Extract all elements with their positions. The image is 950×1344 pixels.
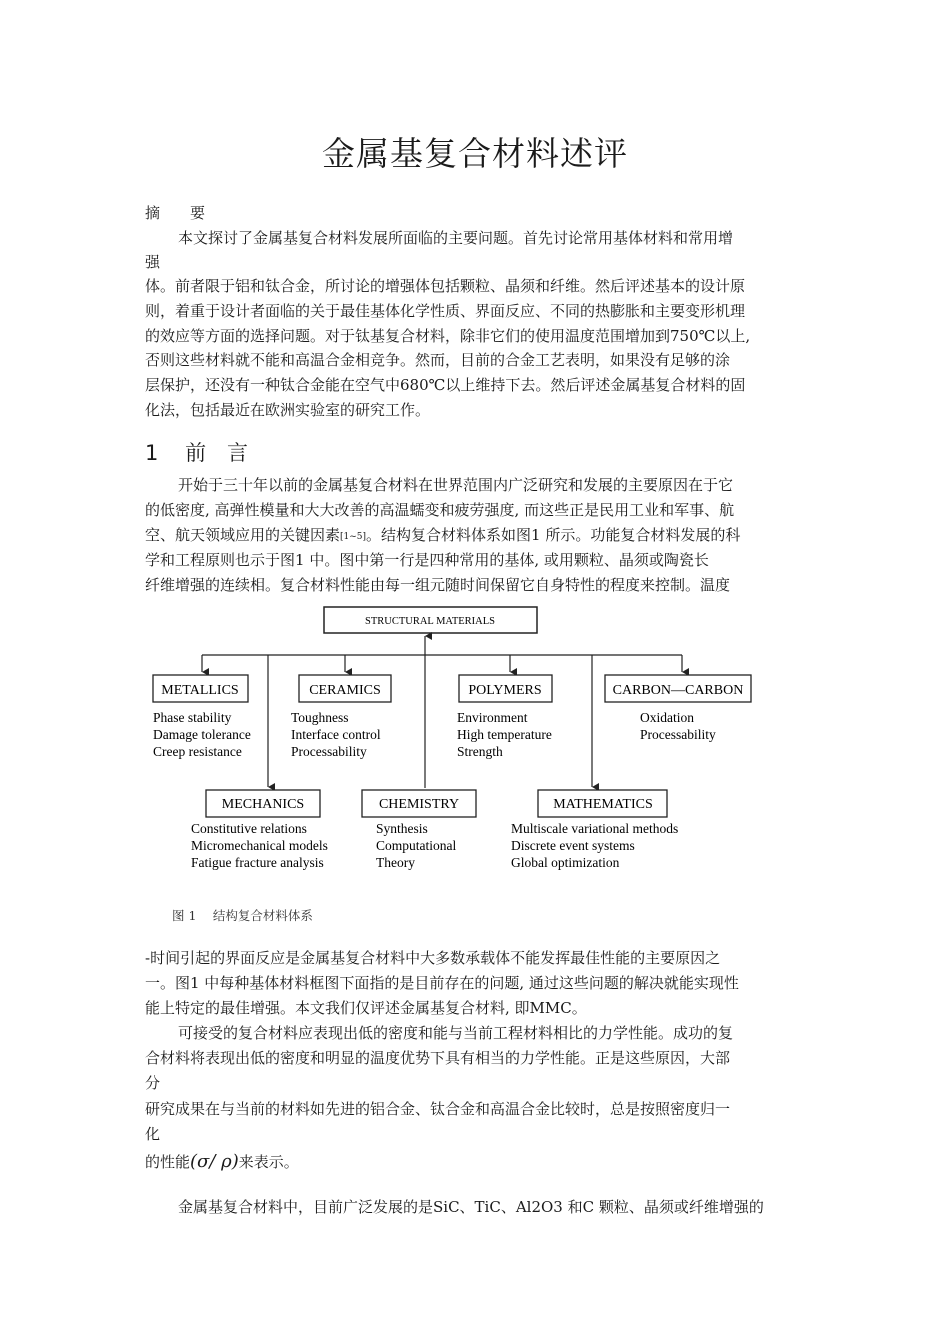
- abstract-label: 摘 要: [145, 204, 206, 222]
- figure-item: Theory: [376, 855, 415, 870]
- body-line: 研究成果在与当前的材料如先进的铝合金、钛合金和高温合金比较时，总是按照密度归一: [145, 1100, 731, 1118]
- abstract-line: 化法，包括最近在欧洲实验室的研究工作。: [145, 401, 431, 419]
- figure-item: High temperature: [457, 727, 552, 742]
- figure-caption: 图 1 结构复合材料体系: [172, 908, 313, 923]
- abstract-line: 的效应等方面的选择问题。对于钛基复合材料，除非它们的使用温度范围增加到750℃以上,: [145, 327, 751, 345]
- body-line: [145, 1152, 299, 1172]
- abstract-line: 否则这些材料就不能和高温合金相竞争。然而，目前的合金工艺表明，如果没有足够的涂: [145, 351, 731, 369]
- body-line: 化: [145, 1125, 161, 1143]
- section-heading: [145, 437, 248, 467]
- figure-item: Creep resistance: [153, 744, 242, 759]
- abstract-line: 强: [145, 253, 161, 271]
- intro-line: [145, 525, 740, 547]
- figure-item: Environment: [457, 710, 528, 725]
- body-line: 一。图1 中每种基体材料框图下面指的是目前存在的问题, 通过这些问题的解决就能实现性: [145, 974, 739, 992]
- figure-item: Micromechanical models: [191, 838, 328, 853]
- mathematics-label: MATHEMATICS: [553, 797, 653, 812]
- body-line: -时间引起的界面反应是金属基复合材料中大多数承载体不能发挥最佳性能的主要原因之: [145, 949, 721, 967]
- intro-text: 空、航天领域应用的关键因素: [145, 526, 341, 544]
- intro-text: 。结构复合材料体系如图1 所示。功能复合材料发展的科: [366, 526, 741, 544]
- figure-item: Interface control: [291, 727, 381, 742]
- intro-line: 纤维增强的连续相。复合材料性能由每一组元随时间保留它自身特性的程度来控制。温度: [145, 576, 731, 594]
- body-text: 的性能: [145, 1153, 191, 1171]
- figure-item: Synthesis: [376, 821, 428, 836]
- reference-citation: [1~5]: [340, 532, 367, 542]
- figure-item: Damage tolerance: [153, 727, 251, 742]
- figure-item: Fatigue fracture analysis: [191, 855, 324, 870]
- figure-item: Processability: [640, 727, 716, 742]
- figure-item: Computational: [376, 838, 457, 853]
- figure-item: Toughness: [291, 710, 349, 725]
- body-line: 能上特定的最佳增强。本文我们仅评述金属基复合材料, 即MMC。: [145, 999, 587, 1017]
- mechanics-label: MECHANICS: [221, 797, 305, 812]
- figure-item: Discrete event systems: [511, 838, 635, 853]
- intro-line: 的低密度, 高弹性模量和大大改善的高温蠕变和疲劳强度, 而这些正是民用工业和军事、航: [145, 501, 735, 519]
- page-title: 金属基复合材料述评: [322, 134, 628, 173]
- body-line: 分: [145, 1074, 161, 1092]
- section-title: 前 言: [185, 441, 249, 465]
- intro-line: 开始于三十年以前的金属基复合材料在世界范围内广泛研究和发展的主要原因在于它: [178, 476, 734, 494]
- figure-item: Strength: [457, 744, 503, 759]
- metallics-label: METALLICS: [161, 683, 239, 698]
- top-box-label: STRUCTURAL MATERIALS: [365, 616, 495, 627]
- body-line: 合材料将表现出低的密度和明显的温度优势下具有相当的力学性能。正是这些原因，大部: [145, 1049, 731, 1067]
- intro-line: 学和工程原则也示于图1 中。图中第一行是四种常用的基体, 或用颗粒、晶须或陶瓷长: [145, 551, 709, 569]
- body-line: 可接受的复合材料应表现出低的密度和能与当前工程材料相比的力学性能。成功的复: [178, 1024, 734, 1042]
- section-number: 1: [145, 441, 159, 465]
- body-text: 来表示。: [238, 1153, 299, 1171]
- figure-item: Processability: [291, 744, 367, 759]
- structural-materials-diagram: [140, 600, 820, 900]
- abstract-line: 层保护，还没有一种钛合金能在空气中680℃以上维持下去。然后评述金属基复合材料的固: [145, 376, 746, 394]
- abstract-line: 体。前者限于铝和钛合金，所讨论的增强体包括颗粒、晶须和纤维。然后评述基本的设计原: [145, 277, 746, 295]
- abstract-line: 则，着重于设计者面临的关于最佳基体化学性质、界面反应、不同的热膨胀和主要变形机理: [145, 302, 746, 320]
- figure-item: Global optimization: [511, 855, 620, 870]
- carbon-carbon-label: CARBON—CARBON: [612, 683, 744, 698]
- chemistry-label: CHEMISTRY: [378, 797, 460, 812]
- figure-item: Oxidation: [640, 710, 694, 725]
- abstract-line: 本文探讨了金属基复合材料发展所面临的主要问题。首先讨论常用基体材料和常用增: [178, 229, 734, 247]
- figure-item: Phase stability: [153, 710, 232, 725]
- figure-item: Multiscale variational methods: [511, 821, 679, 836]
- figure-item: Constitutive relations: [191, 821, 307, 836]
- polymers-label: POLYMERS: [468, 683, 542, 698]
- formula: (σ/ ρ): [190, 1151, 239, 1172]
- body-line: 金属基复合材料中，目前广泛发展的是SiC、TiC、Al2O3 和C 颗粒、晶须或纤维增强的: [178, 1198, 764, 1216]
- ceramics-label: CERAMICS: [309, 683, 381, 698]
